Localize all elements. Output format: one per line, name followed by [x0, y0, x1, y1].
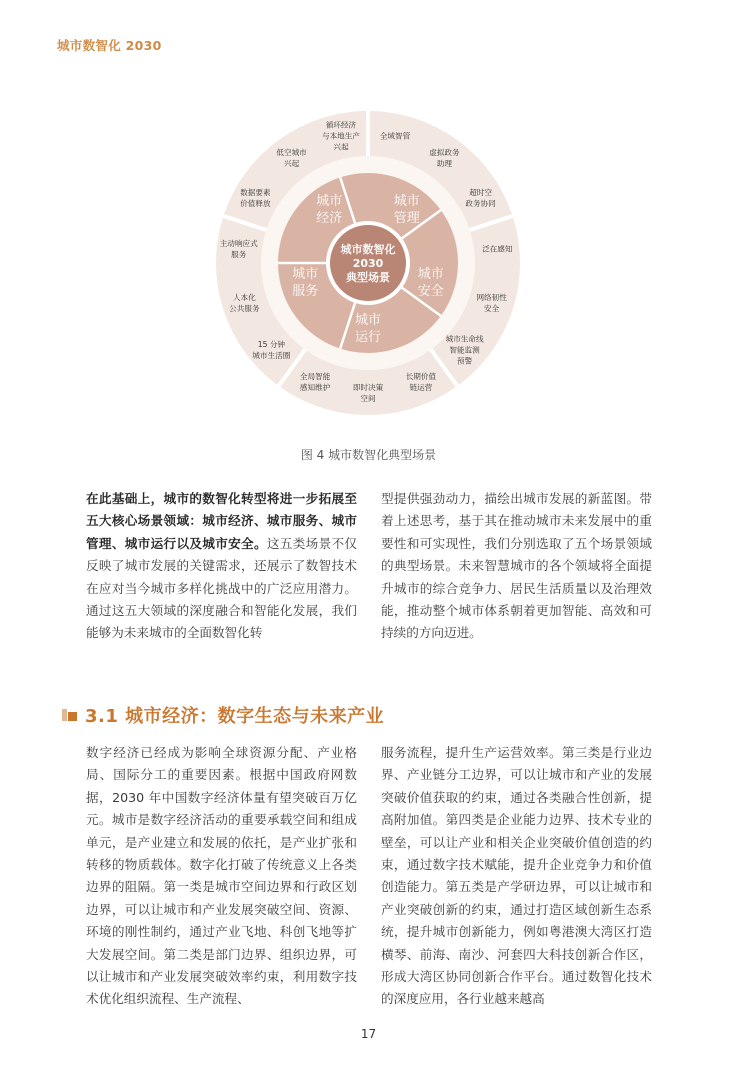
core-area-label-2: 城市 管理 — [393, 193, 420, 226]
scenario-ring-svg — [0, 0, 737, 440]
core-area-label-1: 城市 经济 — [316, 193, 343, 226]
center-label: 城市数智化 2030 典型场景 — [340, 243, 396, 284]
scenario-item-7: 城市生命线 智能监测 预警 — [445, 334, 484, 366]
intro-left-text: 这五类场景不仅反映了城市发展的关键需求，还展示了数智技术在应对当今城市多样化挑战中的广泛应用潜力。通过这五大领域的深度融合和智能化发展，我们能够为未来城市的全面数智化转 — [86, 535, 358, 641]
core-area-label-4: 城市 运行 — [354, 313, 382, 345]
scenario-item-8: 长期价值 链运营 — [405, 371, 437, 392]
section-square-icon — [62, 707, 78, 723]
scenario-item-1: 循环经济 与本地生产 兴起 — [321, 120, 360, 152]
section-right-column: 服务流程，提升生产运营效率。第三类是行业边界、产业链分工边界，可以让城市和产业的发展突破价值获取的约束，通过各类融合性创新，提高附加值。第四类是企业能力边界、技术专业的壁垒，可以让产业和相关企业突破价值创造的约束，通过数字技术赋能，提升企业竞争力和价值创造能力。第五类是产学研边界，可以让城市和产业突破创新的约束，通过打造区域创新生态系统，提升城市创新能力，例如粤港澳大湾区打造横琴、前海、南沙、河套四大科技创新合作区，形成大湾区协同创新合作平台。通过数智化技术的深度应用，各行业越来越高 — [381, 745, 652, 1007]
section-heading — [62, 702, 384, 728]
scenario-item-14: 数据要素 价值释放 — [240, 188, 271, 208]
scenario-item-5: 泛在感知 — [482, 244, 513, 254]
intro-left-column — [86, 488, 357, 645]
scenario-diagram — [0, 0, 737, 440]
section-title: 3.1 城市经济：数字生态与未来产业 — [85, 706, 385, 727]
intro-right-column: 型提供强劲动力，描绘出城市发展的新蓝图。带着上述思考，基于其在推动城市未来发展中的重要性和可实现性，我们分别选取了五个场景领域的典型场景。未来智慧城市的各个领域将全面提升城市的综合竞争力、居民生活质量以及治理效能，推动整个城市体系朝着更加智能、高效和可持续的方向迈进。 — [381, 491, 652, 641]
running-head: 城市数智化 2030 — [57, 38, 162, 53]
scenario-item-6: 网络韧性 安全 — [476, 293, 507, 314]
scenario-item-12: 人本化 公共服务 — [229, 293, 260, 314]
scenario-item-11: 15 分钟 城市生活圈 — [252, 339, 291, 360]
scenario-item-4: 超时空 政务协同 — [465, 188, 496, 208]
scenario-item-13: 主动响应式 服务 — [219, 239, 258, 260]
page-number: 17 — [360, 1027, 377, 1041]
section-left-column: 数字经济已经成为影响全球资源分配、产业格局、国际分工的重要因素。根据中国政府网数据，2030 年中国数字经济体量有望突破百万亿元。城市是数字经济活动的重要承载空间和组成单元，是产业建立和发展的依托，是产业扩张和转移的物质载体。数字化打破了传统意义上各类边界的阻隔。第一类是城市空间边界和行政区划边界，可以让城市和产业发展突破空间、资源、环境的刚性制约，通过产业飞地、科创飞地等扩大发展空间。第二类是部门边界、组织边界，可以让城市和产业发展突破效率约束，利用数字技术优化组织流程、生产流程、 — [86, 745, 357, 1007]
core-area-label-5: 城市 服务 — [292, 267, 319, 300]
scenario-item-2: 全域智管 — [379, 131, 411, 141]
core-area-label-3: 城市 安全 — [417, 267, 444, 300]
scenario-item-15: 低空城市 兴起 — [276, 147, 307, 168]
intro-emphasis: 在此基础上，城市的数智化转型将进一步拓展至五大核心场景领域：城市经济、城市服务、城市管理、城市运行以及城市安全。 — [86, 491, 357, 551]
scenario-item-3: 虚拟政务 助理 — [429, 147, 460, 168]
figure-caption: 图 4 城市数智化典型场景 — [300, 448, 437, 462]
scenario-item-10: 全局智能 感知维护 — [299, 371, 331, 392]
scenario-item-9: 即时决策 空间 — [352, 383, 384, 403]
